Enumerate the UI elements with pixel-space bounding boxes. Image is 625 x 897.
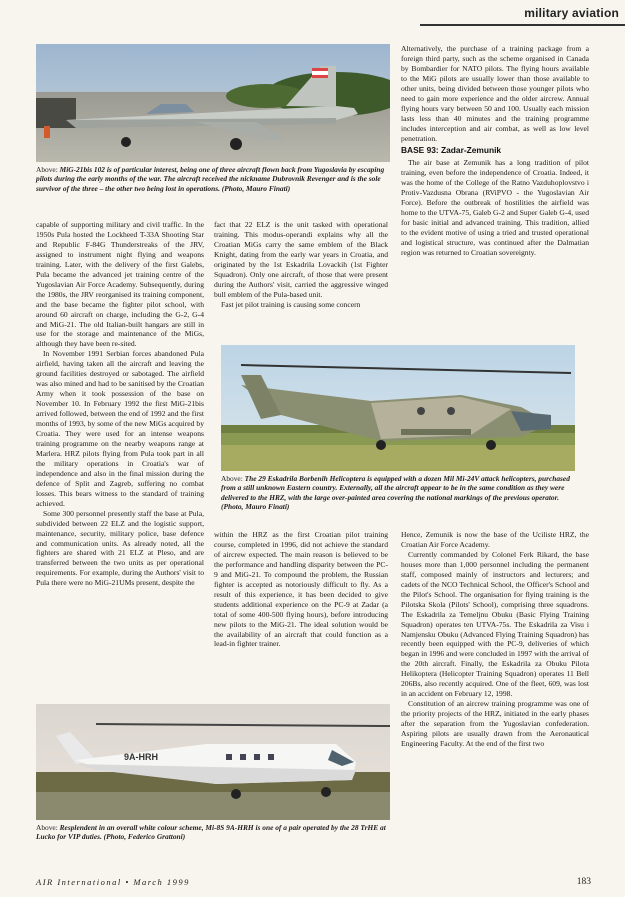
- paragraph: Alternatively, the purchase of a training package from a foreign third party, such as the scheme organised in Canada by Bombardier for NATO pilots. The flying hours available to the MiG pilots are usually lower than those available to other units, being divided between those younger pilots who need to gain more experience and the older aircrew. Annual flying hours vary between 50 and 100. Usually each mission lasts less than 40 minutes and the training programme includes interception and air combat, as well as low level penetration.: [401, 44, 589, 143]
- publication-footer: AIR International • March 1999: [36, 877, 190, 887]
- section-heading: BASE 93: Zadar-Zemunik: [401, 144, 502, 155]
- paragraph: Constitution of an aircrew training programme was one of the priority projects of the HRZ, initiated in the early phases after the separation from the Yugoslavian confederation. Aspiring pilots are usually drawn from the Aeronautical Engineering Faculty. At the end of the first two: [401, 699, 589, 749]
- paragraph: fact that 22 ELZ is the unit tasked with operational training. This modus-operandi explains why all the Croatian MiGs carry the same emblem of the Black Knight, dating from the early war years in Croatia, and originated by the 1st Eskadrila Lovackih (1st Fighter Squadron). Only one aircraft, of those that were present during the Authors' visit, carried the aggressive winged bull emblem of the Pula-based unit.: [214, 220, 388, 299]
- paragraph: Currently commanded by Colonel Ferk Rikard, the base houses more than 1,000 personnel including the permanent staff, composed mainly of instructors and lecturers; and cadets of the NCO Technical School, the Officer's School and the Pilot's School. The organisation for flying training is the Pilotska Skola (Pilots' School), comprising three squadrons. The Eskadrila za Temeljnu Obuku (Basic Flying Training Squadron) operates ten UTVA-75s. The Eskadrila za Visu i Namjensku Obuku (Advanced Flying Training Squadron) has recently been equipped with the PC-9, deliveries of which began in 1996 and were concluded in 1997 with the arrival of the 20th aircraft. Finally, the Eskadrila za Obuku Pilota Helikoptera (Helicopter Training Squadron) operates 11 Bell 206Bs, also recently acquired. One of the fleet, 609, was lost in an accident on February 12, 1998.: [401, 549, 589, 699]
- mi24-photo: [221, 345, 575, 471]
- caption-text: The 29 Eskadrila Borbenih Helicoptera is equipped with a dozen Mil Mi-24V attack helicopters, purchased from a still unknown Eastern country. Externally, all the aircraft appear to be in the same condition as they were delivered to the HRZ, with the large over-painted area covering the national markings of the previous operator. (Photo, Mauro Finati): [221, 474, 570, 512]
- caption-text: Resplendent in an overall white colour scheme, Mi-8S 9A-HRH is one of a pair operated by the 28 TrHE at Lucko for VIP duties. (Photo, Federico Grattoni): [36, 823, 386, 842]
- mi24-caption: [221, 474, 575, 512]
- mi8-registration: 9A-HRH: [124, 752, 159, 762]
- text-column-3: [401, 530, 589, 749]
- text-column-top-right: [401, 44, 589, 258]
- mig21-photo: [36, 44, 390, 162]
- mig21-caption: [36, 165, 390, 193]
- caption-lead: Above:: [36, 823, 58, 832]
- mi8-photo: [36, 704, 390, 820]
- page-number: 183: [576, 877, 591, 887]
- text-column-1: [36, 220, 204, 588]
- caption-lead: Above:: [221, 474, 243, 483]
- paragraph: Some 300 personnel presently staff the base at Pula, subdivided between 22 ELZ and the logistic support, maintenance, security, military police, base defence and communication units. As already noted, all the fighters are shared with 21 ELZ at Pleso, and are transferred between the two units as per operational requirements. For example, during the Authors' visit to Pula there were no MiG-21UMs present, despite the: [36, 508, 204, 588]
- paragraph: capable of supporting military and civil traffic. In the 1950s Pula hosted the Lockheed T-33A Shooting Star and Republic F-84G Thunderstreaks of the JRV, assigned to instrument night flying and weapons training. Later, with the delivery of the first Galebs, Pula became the advanced jet training centre of the Yugoslavian Air Force Academy. Subsequently, during the 1980s, the JRV reorganised its training component, and the base became the fighter pilot school, with around 60 aircraft on charge, including the G-2, G-4 and MiG-21. The old Italian-built hangars are still in use for the storage and maintenance of the MiGs, although they have been re-sited.: [36, 220, 204, 349]
- paragraph: In November 1991 Serbian forces abandoned Pula airfield, having taken all the aircraft and leaving the ground facilities destroyed or sabotaged. The airfield was also mined and had to be sanitised by the Croatian Army when it took possession of the base on November 10. In February 1992 the first MiG-21bis arrived followed, between the end of 1992 and the first months of 1993, by some of the new MiGs acquired by Croatia. They were used for an intense weapons training programme on the nearby weapons range at Marlera. HRZ pilots flying from Pula took part in all the military operations in Croatia's war of independence and also in the final mission during the defence of Split and Zagreb, suffering no combat losses. This bears witness to the standard of training achieved.: [36, 349, 204, 508]
- paragraph: within the HRZ as the first Croatian pilot training course, completed in 1996, did not achieve the standard of aircrew expected. The main reason is believed to be the performance and handling disparity between the PC-9 and MiG-21. To compound the problem, the Russian fighter is accepted as notoriously difficult to fly. As a result of this experience, it has been decided to give students additional experience on the PC-9 at Zadar (a total of some 400-500 flying hours), before introducing new pilots to the MiG-21. The ideal solution would be the availability of an aircraft that could function as a lead-in fighter trainer.: [214, 530, 388, 649]
- text-column-2-lower: [214, 530, 388, 649]
- paragraph: Hence, Zemunik is now the base of the Uciliste HRZ, the Croatian Air Force Academy.: [401, 530, 589, 549]
- caption-text: MiG-21bis 102 is of particular interest, being one of three aircraft flown back from Yugoslavia by escaping pilots during the early months of the war. The aircraft received the nickname Dubrovnik Revenger and is the sole survivor of the three – the other two being lost in operations. (Photo, Mauro Finati): [36, 165, 385, 193]
- caption-lead: Above:: [36, 165, 58, 174]
- section-rule: [420, 24, 625, 26]
- text-column-2-upper: [214, 220, 388, 310]
- mi8-caption: [36, 823, 390, 842]
- paragraph: Fast jet pilot training is causing some concern: [221, 299, 361, 309]
- section-tag: military aviation: [524, 6, 619, 20]
- paragraph: The air base at Zemunik has a long tradition of pilot training, even before the independence of Croatia. Indeed, it was the home of the College of the Ratno Vazduhoplovstvo i Protiv-Vazdusna Obrana (RViPVO - the Yugoslavian Air Force). Before the outbreak of hostilities the airfield was home to the UTVA-75, Galeb G-2 and Super Galeb G-4, used for basic initial and advanced training. This tradition, allied to the evident motive of using a tried and trusted operational and logistical structure, was continued after the Dalmatian region was returned to Croatian sovereignty.: [401, 158, 589, 258]
